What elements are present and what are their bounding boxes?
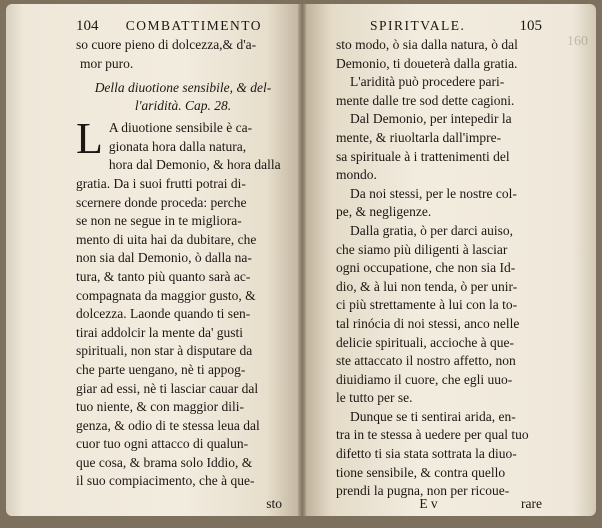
text-line: mente dalle tre sod dette cagioni. — [336, 92, 515, 108]
text-line: il suo compiacimento, che à que- — [76, 473, 255, 489]
text-line: dolcezza. Laonde quando ti sen- — [76, 306, 251, 322]
text-line: dio, & à lui non tenda, ò per unir- — [336, 278, 518, 294]
chapter-title-line: Della diuotione sensibile, & del- — [94, 80, 272, 96]
text-line: que cosa, & brama solo Iddio, & — [76, 454, 253, 470]
text-line: gratia. Da i suoi frutti potrai di- — [76, 175, 246, 191]
gutter — [298, 4, 306, 516]
chapter-body — [76, 114, 290, 491]
text-line: L'aridità può procedere pari- — [350, 74, 505, 90]
left-footer — [76, 496, 282, 512]
text-line: tura, & tanto più quanto sarà ac- — [76, 268, 251, 284]
text-line: cuor tuo ogni attacco di qualun- — [76, 436, 249, 452]
text-line: Demonio, ti doueterà dalla gratia. — [336, 55, 518, 71]
text-line: difetto ti sia stata sottrata la diuo- — [336, 446, 517, 462]
text-line: spirituali, non star à disputare da — [76, 343, 253, 359]
right-header — [336, 16, 542, 36]
text-line: genza, & odio di te stessa leua dal — [76, 417, 260, 433]
text-line: mor puro. — [80, 55, 134, 71]
right-page-number: 105 — [519, 18, 542, 34]
text-line: Dalla gratia, ò per darci auiso, — [350, 222, 514, 238]
right-signature: E v — [419, 496, 438, 511]
right-footer — [336, 496, 542, 512]
right-catchword: rare — [521, 496, 542, 511]
text-line: sa spirituale à i trattenimenti del — [336, 148, 510, 164]
left-running-head: COMBATTIMENTO — [125, 18, 262, 33]
text-line: tirai addolcir la mente da' gusti — [76, 324, 244, 340]
text-line: giar ad essi, nè ti lasciar cauar dal — [76, 380, 259, 396]
text-line: mente, & riuoltarla dall'impre- — [336, 129, 502, 145]
text-line: tal rinócia di noi stessi, anco nelle — [336, 315, 520, 331]
text-line: scernere donde proceda: perche — [76, 194, 247, 210]
right-page — [302, 4, 596, 516]
text-line: non sia dal Demonio, ò dalla na- — [76, 250, 252, 266]
text-line: A diuotione sensibile è ca- — [108, 120, 253, 136]
text-line: hora dal Demonio, & hora dalla — [108, 157, 281, 173]
text-line: Dunque se ti sentirai arida, en- — [350, 408, 516, 424]
text-line: delicie spirituali, accioche à que- — [336, 334, 515, 350]
left-page-number: 104 — [76, 18, 99, 34]
text-line: mondo. — [336, 167, 377, 183]
text-line: sto modo, ò sia dalla natura, ò dal — [336, 37, 518, 52]
text-line: le tutto per se. — [336, 390, 413, 406]
open-book — [6, 4, 596, 522]
chapter-title-line: l'aridità. Cap. 28. — [134, 98, 232, 114]
left-catchword: sto — [266, 496, 282, 511]
left-header — [76, 16, 290, 36]
text-line: che siamo più diligenti à lasciar — [336, 241, 508, 257]
text-line: ci più strettamente à lui con la to- — [336, 297, 518, 313]
text-line: Dal Demonio, per intepedir la — [350, 111, 512, 127]
bleed-through-number: 160 — [567, 34, 588, 49]
drop-capital: L — [76, 114, 103, 164]
left-page — [6, 4, 302, 516]
right-body — [336, 36, 542, 501]
text-line: Da noi stessi, per le nostre col- — [350, 185, 517, 201]
text-line: compagnata da maggior gusto, & — [76, 287, 256, 303]
text-line: pe, & negligenze. — [336, 204, 432, 220]
text-line: tra in te stessa à uedere per qual tuo — [336, 427, 529, 443]
text-line: che parte uengano, nè ti appog- — [76, 361, 246, 377]
text-line: ogni occupatione, che non sia Id- — [336, 260, 516, 276]
text-line: so cuore pieno di dolcezza,& d'a- — [76, 37, 257, 52]
text-line: ste attaccato il nostro affetto, non — [336, 353, 516, 369]
text-line: mento di uita hai da dubitare, che — [76, 231, 257, 247]
text-line: tuo niente, & con maggior dili- — [76, 399, 244, 415]
text-line: tione sensibile, & contra quello — [336, 464, 506, 480]
text-line: se non ne segue in te migliora- — [76, 213, 242, 229]
text-line: prendi la pugna, non per ricoue- — [336, 483, 510, 499]
right-running-head: SPIRITVALE. — [370, 18, 466, 33]
text-line: diuidiamo il cuore, che egli uuo- — [336, 371, 513, 387]
text-line: gionata hora dalla natura, — [108, 138, 247, 154]
